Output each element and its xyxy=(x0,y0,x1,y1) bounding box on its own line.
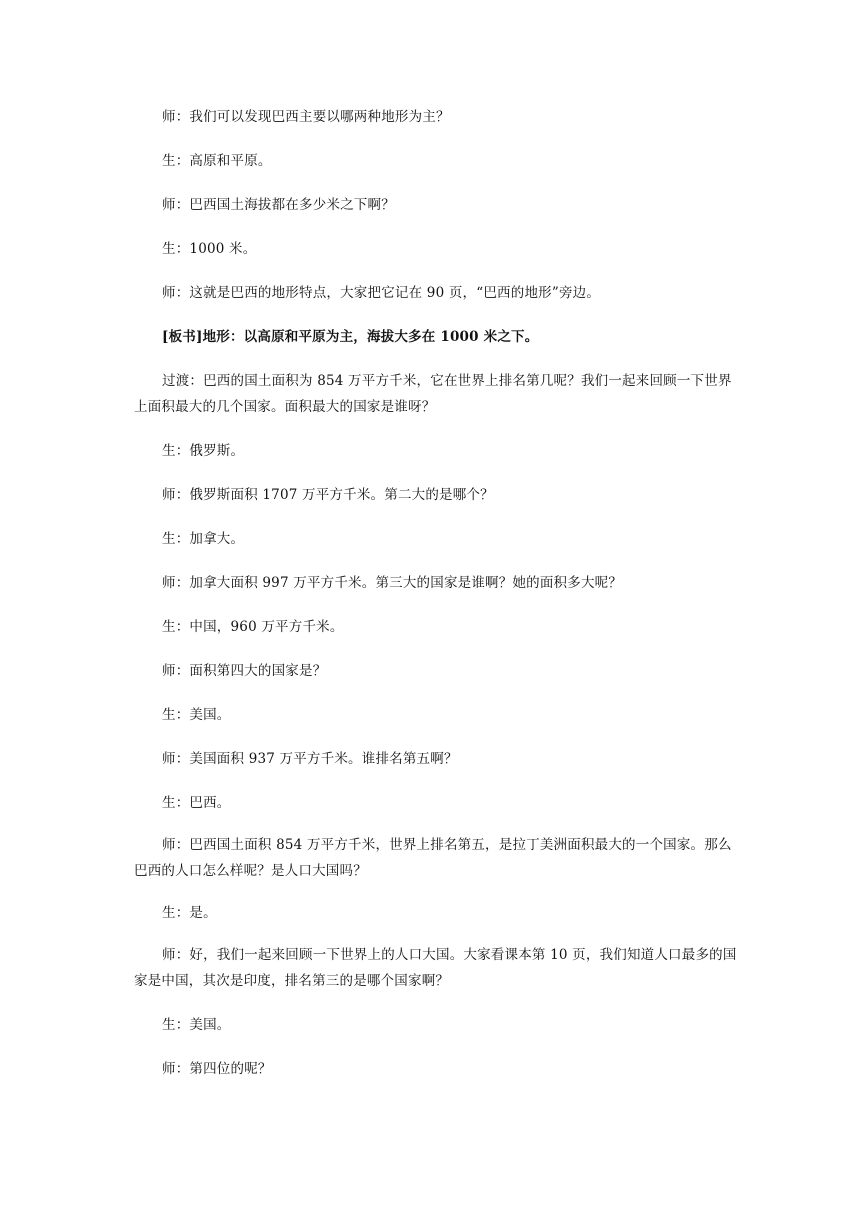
paragraph-transition: 过渡：巴西的国土面积为 854 万平方千米，它在世界上排名第几呢？我们一起来回顾一下世界上面积最大的几个国家。面积最大的国家是谁呀？ xyxy=(134,373,732,415)
paragraph-18: 生：是。 xyxy=(162,905,217,921)
paragraph-3: 师：巴西国土海拔都在多少米之下啊？ xyxy=(162,197,395,213)
paragraph-13: 师：面积第四大的国家是？ xyxy=(162,663,327,679)
blackboard-note: [板书]地形：以高原和平原为主，海拔大多在 1000 米之下。 xyxy=(162,329,539,345)
paragraph-15: 师：美国面积 937 万平方千米。谁排名第五啊？ xyxy=(162,751,458,767)
paragraph-5: 师：这就是巴西的地形特点，大家把它记在 90 页，“巴西的地形”旁边。 xyxy=(162,285,601,301)
paragraph-21: 师：第四位的呢？ xyxy=(162,1061,272,1077)
paragraph-14: 生：美国。 xyxy=(162,707,231,723)
paragraph-16: 生：巴西。 xyxy=(162,795,231,811)
paragraph-2: 生：高原和平原。 xyxy=(162,153,272,169)
paragraph-11: 师：加拿大面积 997 万平方千米。第三大的国家是谁啊？她的面积多大呢？ xyxy=(162,575,623,591)
paragraph-9: 师：俄罗斯面积 1707 万平方千米。第二大的是哪个？ xyxy=(162,487,494,503)
paragraph-4: 生：1000 米。 xyxy=(162,241,257,257)
paragraph-1: 师：我们可以发现巴西主要以哪两种地形为主？ xyxy=(162,109,450,125)
paragraph-17: 师：巴西国土面积 854 万平方千米，世界上排名第五，是拉丁美洲面积最大的一个国家。那么巴西的人口怎么样呢？是人口大国吗？ xyxy=(134,837,732,879)
paragraph-12: 生：中国，960 万平方千米。 xyxy=(162,619,344,635)
paragraph-8: 生：俄罗斯。 xyxy=(162,443,245,459)
paragraph-10: 生：加拿大。 xyxy=(162,531,245,547)
paragraph-19: 师：好，我们一起来回顾一下世界上的人口大国。大家看课本第 10 页，我们知道人口最多的国家是中国，其次是印度，排名第三的是哪个国家啊？ xyxy=(134,947,737,989)
paragraph-20: 生：美国。 xyxy=(162,1017,231,1033)
